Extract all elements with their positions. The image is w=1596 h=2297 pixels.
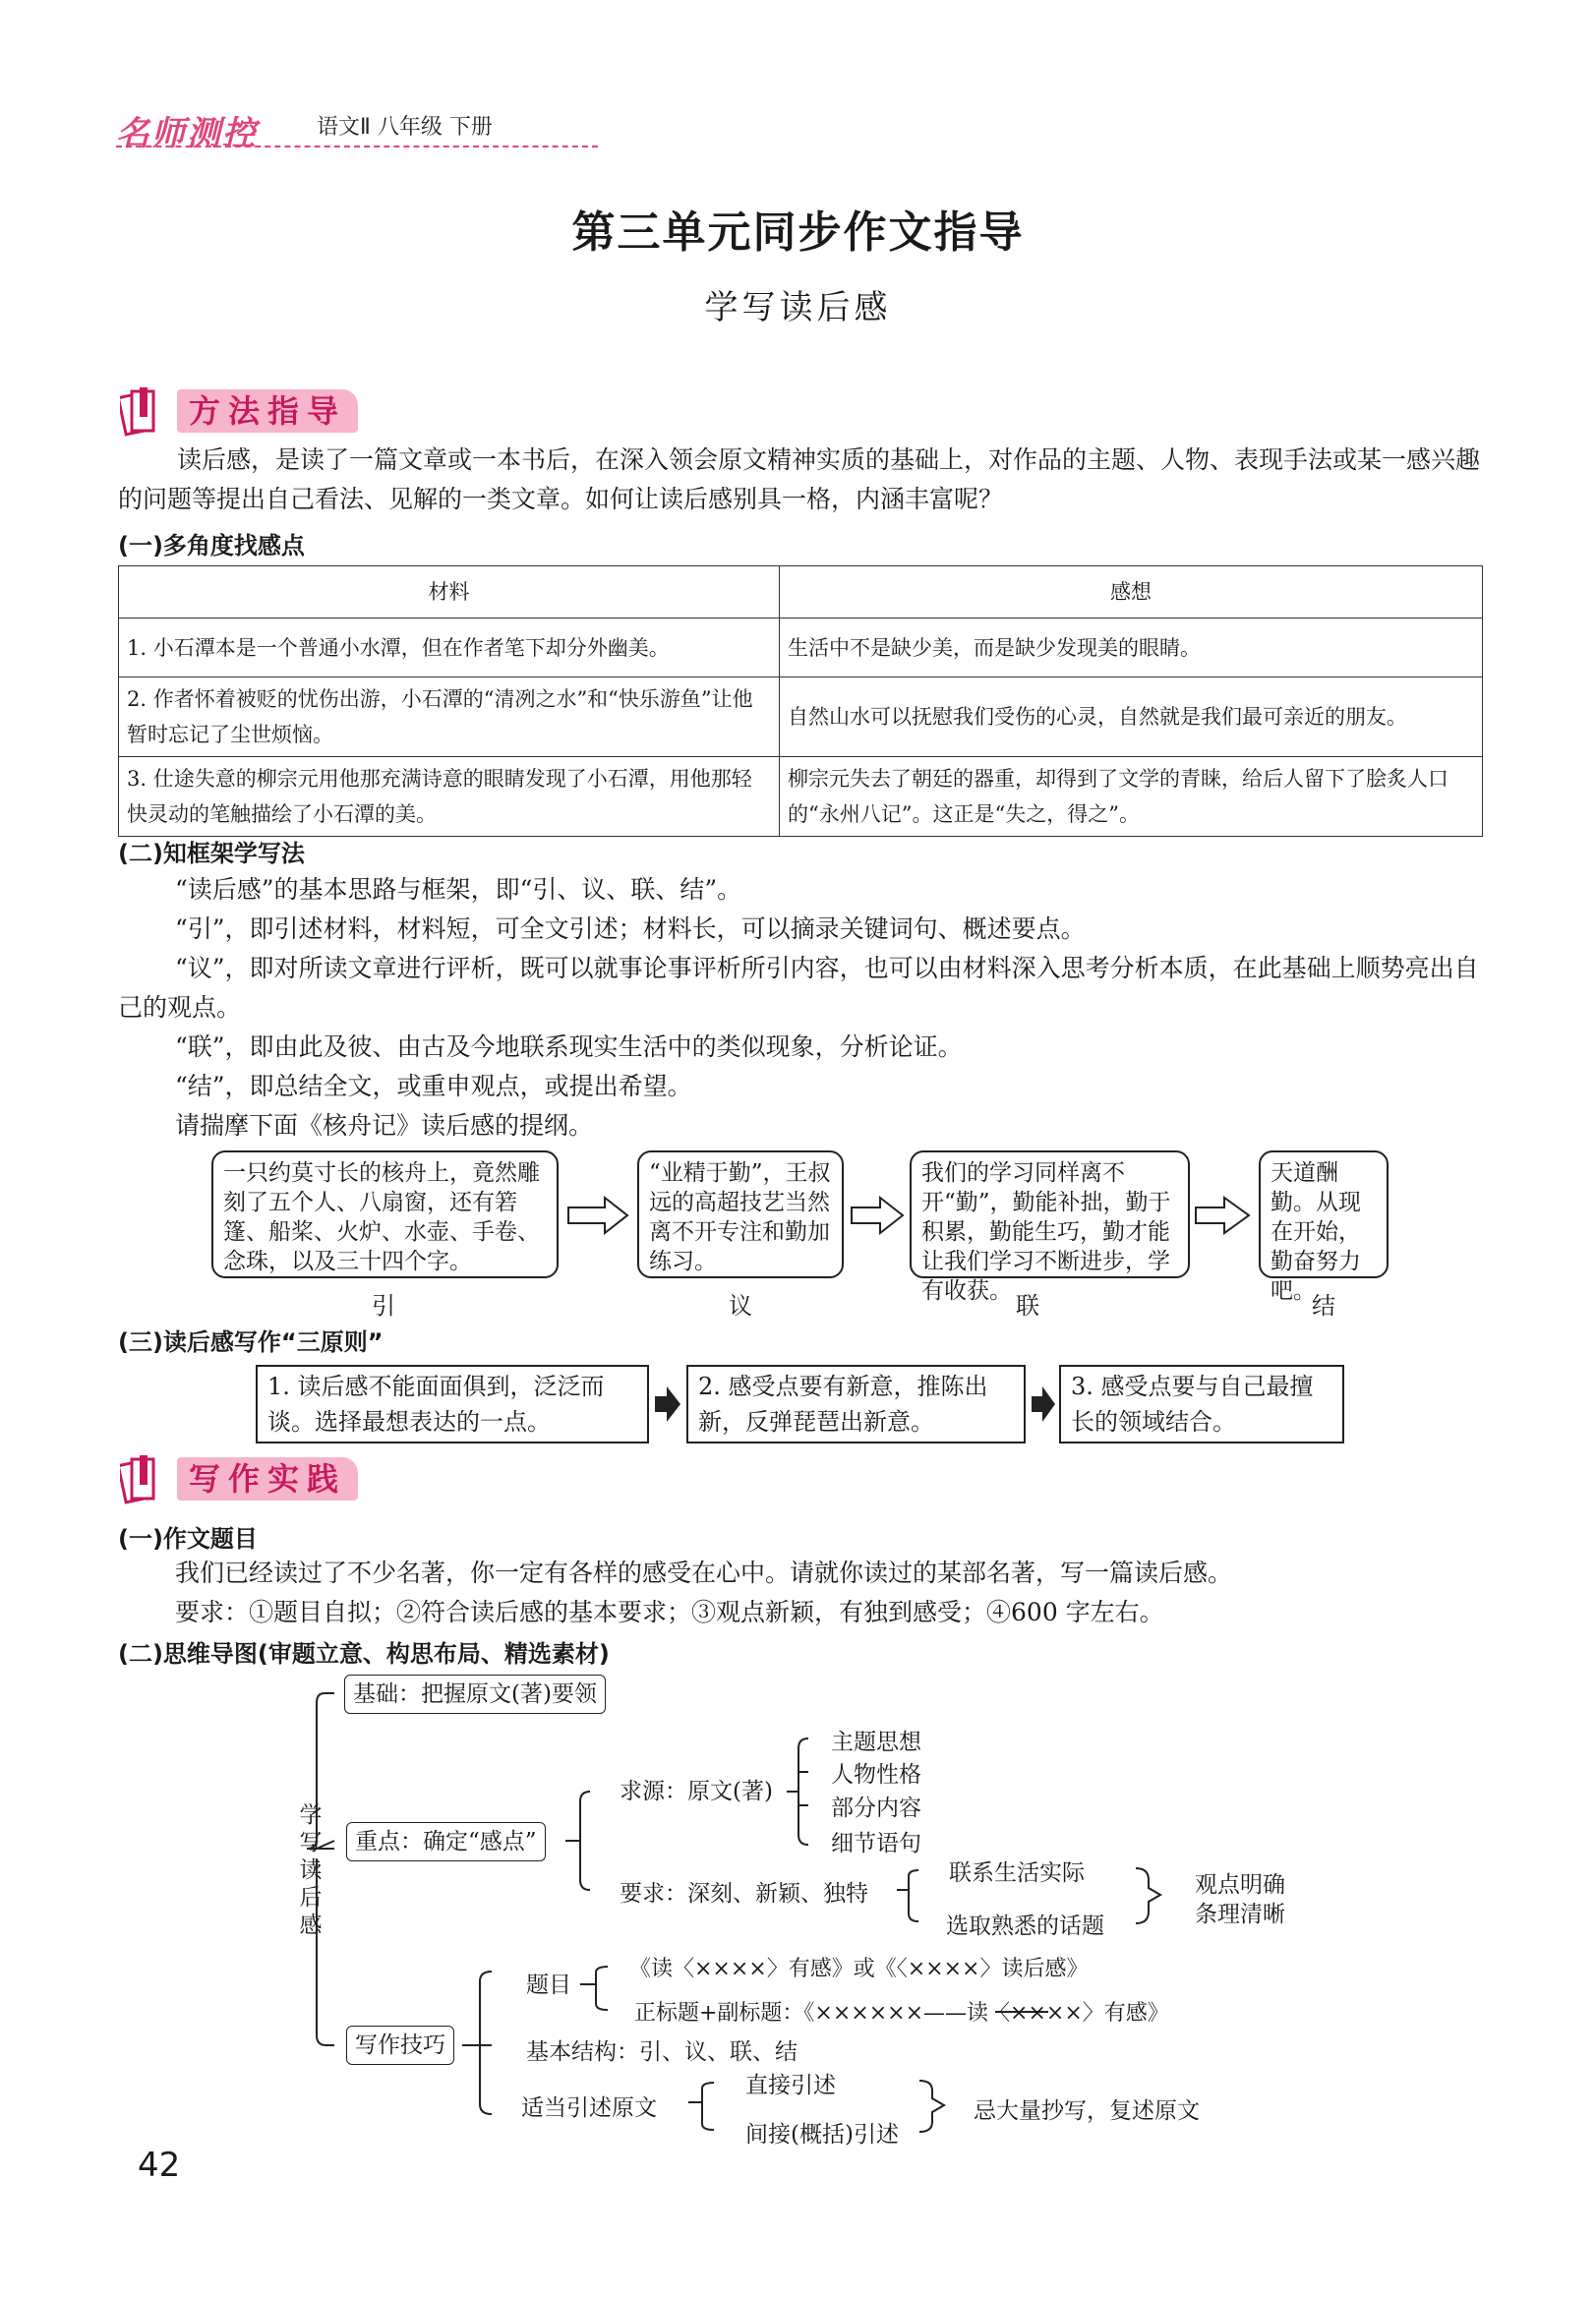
flow-box-connect: 我们的学习同样离不开“勤”，勤能补拙，勤于积累，勤能生巧，勤才能让我们学习不断进步，学有收获。 [910,1150,1190,1278]
flow-label-quote: 引 [372,1292,395,1320]
table-cell: 自然山水可以抚慰我们受伤的心灵，自然就是我们最可亲近的朋友。 [780,677,1483,757]
rule-box-1: 1. 读后感不能面面俱到，泛泛而谈。选择最想表达的一点。 [256,1365,649,1443]
method-badge-label: 方法指导 [177,389,358,433]
mindmap-source-item: 部分内容 [831,1796,921,1821]
mindmap-focus: 重点：确定“感点” [346,1822,546,1861]
flow-box-quote: 一只约莫寸长的核舟上，竟然雕刻了五个人、八扇窗，还有箬篷、船桨、火炉、水壶、手卷、念珠，以及三十四个字。 [211,1150,559,1278]
mindmap-root: 学写读后感 [299,1802,323,1938]
mindmap-topic-item: 《读〈××××〉有感》或《〈××××〉读后感》 [629,1957,1089,1981]
flow-label-conclude: 结 [1312,1292,1335,1320]
table-cell: 柳宗元失去了朝廷的器重，却得到了文学的青睐，给后人留下了脍炙人口的“永州八记”。这正是“失之，得之”。 [780,757,1483,837]
framework-line: “议”，即对所读文章进行评析，既可以就事论事评析所引内容，也可以由材料深入思考分析本质，在此基础上顺势亮出自己的观点。 [118,954,1479,1022]
arrow-right-icon [852,1198,903,1233]
essay-requirements: 要求：①题目自拟；②符合读后感的基本要求；③观点新颖，有独到感受；④600 字左右。 [175,1598,1164,1626]
framework-line: “引”，即引述材料，材料短，可全文引述；材料长，可以摘录关键词句、概述要点。 [175,914,1086,943]
flow-label-discuss: 议 [729,1292,752,1320]
mindmap-structure: 基本结构：引、议、联、结 [526,2039,798,2065]
essay-prompt: 我们已经读过了不少名著，你一定有各样的感受在心中。请就你读过的某部名著，写一篇读后感。 [175,1559,1233,1587]
mindmap-source: 求源：原文(著) [620,1779,773,1804]
mindmap-demand-result: 观点明确 [1195,1872,1285,1898]
intro-paragraph: 读后感，是读了一篇文章或一本书后，在深入领会原文精神实质的基础上，对作品的主题、人物、表现手法或某一感兴趣的问题等提出自己看法、见解的一类文章。如何让读后感别具一格，内涵丰富呢？ [118,445,1481,513]
mindmap-skills: 写作技巧 [346,2026,454,2065]
section-1-title: (一)多角度找感点 [118,532,305,560]
table-cell: 生活中不是缺少美，而是缺少发现美的眼睛。 [780,618,1483,677]
page-subtitle: 学写读后感 [704,288,892,327]
flow-label-connect: 联 [1016,1292,1039,1320]
practice-section-1-title: (一)作文题目 [118,1525,258,1553]
mindmap-source-item: 主题思想 [831,1730,921,1755]
mindmap-basis: 基础：把握原文(著)要领 [344,1675,606,1714]
mindmap-quote-item: 直接引述 [745,2073,836,2098]
framework-line: 请揣摩下面《核舟记》读后感的提纲。 [175,1111,594,1140]
section-3-title: (三)读后感写作“三原则” [118,1328,384,1356]
arrow-right-icon [1032,1386,1055,1422]
rule-box-3: 3. 感受点要与自己最擅长的领域结合。 [1059,1365,1344,1443]
mindmap-demand-item: 联系生活实际 [949,1860,1085,1886]
col-header-thoughts: 感想 [780,566,1483,618]
page-title: 第三单元同步作文指导 [571,207,1025,258]
arrow-right-icon [1196,1198,1249,1233]
section-2-title: (二)知框架学写法 [118,840,305,867]
mindmap-demand-item: 选取熟悉的话题 [946,1914,1104,1939]
flow-box-discuss: “业精于勤”，王叔远的高超技艺当然离不开专注和勤加练习。 [637,1150,844,1278]
practice-section-2-title: (二)思维导图(审题立意、构思布局、精选素材) [118,1640,610,1668]
framework-line: “结”，即总结全文，或重申观点，或提出希望。 [175,1072,692,1100]
mindmap-demand: 要求：深刻、新颖、独特 [620,1881,868,1907]
mindmap-topic-item: 正标题+副标题：《××××××——读〈××××〉有感》 [634,2001,1169,2026]
practice-badge-label: 写作实践 [177,1457,358,1501]
brand-logo: 名师测控 [116,114,258,153]
mindmap-source-item: 细节语句 [831,1831,921,1856]
mindmap-quote-result: 忌大量抄写，复述原文 [974,2098,1200,2124]
header-subject: 语文Ⅱ 八年级 下册 [317,115,493,140]
mindmap-quote-item: 间接(概括)引述 [745,2122,899,2148]
mindmap-quote: 适当引述原文 [521,2095,657,2121]
framework-line: “读后感”的基本思路与框架，即“引、议、联、结”。 [175,875,742,904]
arrow-right-icon [655,1386,680,1422]
framework-line: “联”，即由此及彼、由古及今地联系现实生活中的类似现象，分析论证。 [175,1032,963,1061]
mindmap-source-item: 人物性格 [831,1762,921,1788]
table-cell: 1. 小石潭本是一个普通小水潭，但在作者笔下却分外幽美。 [119,618,780,677]
col-header-material: 材料 [119,566,780,618]
mindmap-demand-result: 条理清晰 [1195,1902,1285,1927]
mindmap-topic: 题目 [526,1973,571,1998]
page-number: 42 [138,2146,181,2185]
arrow-right-icon [568,1198,627,1233]
table-cell: 2. 作者怀着被贬的忧伤出游，小石潭的“清冽之水”和“快乐游鱼”让他暂时忘记了尘世烦恼。 [119,677,780,757]
table-cell: 3. 仕途失意的柳宗元用他那充满诗意的眼睛发现了小石潭，用他那轻快灵动的笔触描绘了小石潭的美。 [119,757,780,837]
flow-box-conclude: 天道酬勤。从现在开始，勤奋努力吧。 [1259,1150,1389,1278]
rule-box-2: 2. 感受点要有新意，推陈出新，反弹琵琶出新意。 [686,1365,1026,1443]
